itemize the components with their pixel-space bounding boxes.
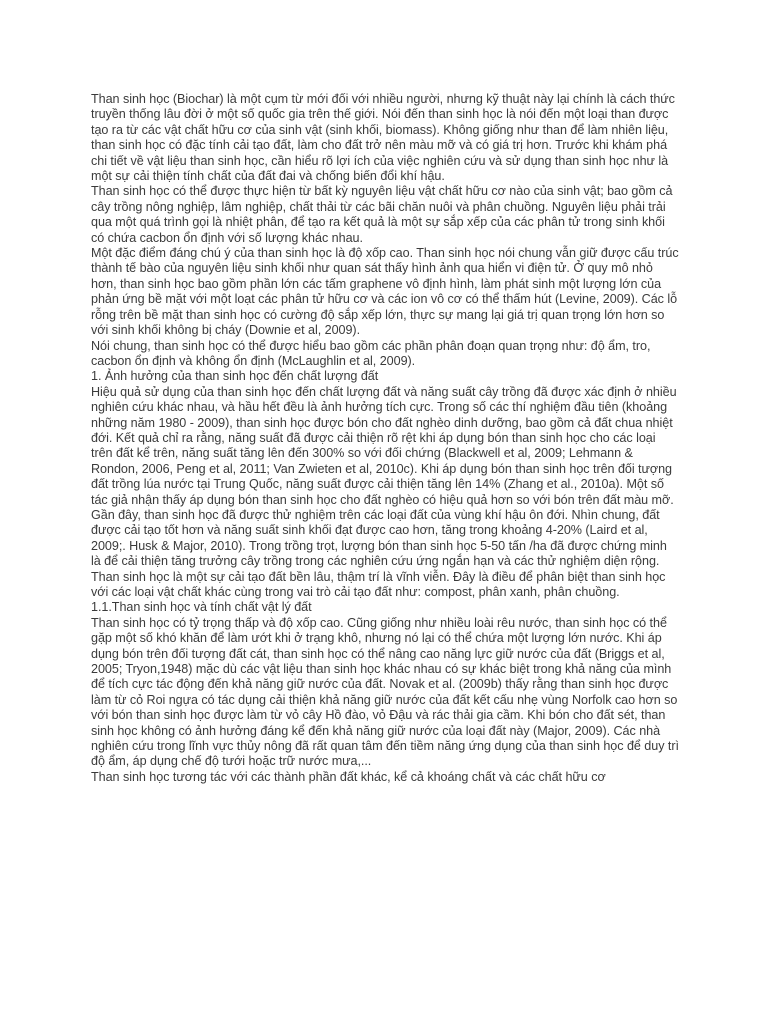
paragraph-physical-properties: Than sinh học có tỷ trọng thấp và độ xốp cao. Cũng giống như nhiều loài rêu nước, than sinh học có thể gặp một số khó khăn để làm ướt khi ở trạng khô, nhưng nó lại có thể chứa một lượng lớn nước. Khi áp dụng bón trên đối tượng đất cát, than sinh học có thể nâng cao năng lực giữ nước của đất (Briggs et al, 2005; Tryon,1948) mặc dù các vật liệu than sinh học khác nhau có sự khác biệt trong khả năng của mình để tích cực tác động đến khả năng giữ nước của đất. Novak et al. (2009b) thấy rằng than sinh học được làm từ cỏ Roi ngựa có tác dụng cải thiện khả năng giữ nước của đất kết cấu nhẹ vùng Norfolk cao hơn so với bón than sinh học được làm từ vỏ cây Hồ đào, vỏ Đậu và rác thải gia cầm. Khi bón cho đất sét, than sinh học không có ảnh hưởng đáng kể đến khả năng giữ nước của loại đất này (Major, 2009). Các nhà nghiên cứu trong lĩnh vực thủy nông đã rất quan tâm đến tiềm năng ứng dụng của than sinh học để duy trì độ ẩm, áp dụng chế độ tưới hoặc trữ nước mưa,... xyxy=(91,615,679,769)
document-body xyxy=(91,92,679,785)
paragraph-permanence: Than sinh học là một sự cải tạo đất bền lâu, thậm trí là vĩnh viễn. Đây là điều để phân biệt than sinh học với các loại vật chất khác cùng trong vai trò cải tạo đất như: compost, phân xanh, phân chuồng. xyxy=(91,569,666,599)
paragraph-intro: Than sinh học (Biochar) là một cụm từ mới đối với nhiều người, nhưng kỹ thuật này lại chính là cách thức truyền thống lâu đời ở một số quốc gia trên thế giới. Nói đến than sinh học là nói đến một loại than được tạo ra từ các vật chất hữu cơ của sinh vật (sinh khối, biomass). Không giống như than để làm nhiên liệu, than sinh học có đặc tính cải tạo đất, làm cho đất trở nên màu mỡ và có giá trị hơn. Trước khi khám phá chi tiết về vật liệu than sinh học, cần hiểu rõ lợi ích của việc nghiên cứu và sử dụng than sinh học như là một sự cải thiện tính chất của đất đai và chống biến đổi khí hậu. xyxy=(91,92,675,184)
section-heading-1-1: 1.1.Than sinh học và tính chất vật lý đất xyxy=(91,600,312,615)
section-heading-1: 1. Ảnh hưởng của than sinh học đến chất lượng đất xyxy=(91,369,379,384)
paragraph-interaction: Than sinh học tương tác với các thành phần đất khác, kể cả khoáng chất và các chất hữu cơ xyxy=(91,769,606,784)
paragraph-raw-materials: Than sinh học có thể được thực hiện từ bất kỳ nguyên liệu vật chất hữu cơ nào của sinh vật; bao gồm cả cây trồng nông nghiệp, lâm nghiệp, chất thải từ các bãi chăn nuôi và phân chuồng. Nguyên liệu phải trải qua một quá trình gọi là nhiệt phân, để tạo ra kết quả là một sự sắp xếp của các phân tử trong sinh khối có chứa cacbon ổn định với số lượng khác nhau. xyxy=(91,184,673,245)
paragraph-yield-effects: Hiệu quả sử dụng của than sinh học đến chất lượng đất và năng suất cây trồng đã được xác định ở nhiều nghiên cứu khác nhau, và hầu hết đều là ảnh hưởng tích cực. Trong số các thí nghiệm đầu tiên (khoảng những năm 1980 - 2009), than sinh học được bón cho đất nghèo dinh dưỡng, bao gồm cả đất chua nhiệt đới. Kết quả chỉ ra rằng, năng suất đã được cải thiện rõ rệt khi áp dụng bón than sinh học cho các loại trên đất kể trên, năng suất tăng lên đến 300% so với đối chứng (Blackwell et al, 2009; Lehmann & Rondon, 2006, Peng et al, 2011; Van Zwieten et al, 2010c). Khi áp dụng bón than sinh học trên đối tượng đất trồng lúa nước tại Trung Quốc, năng suất được cải thiện tăng lên 14% (Zhang et al., 2010a). Một số tác giả nhận thấy áp dụng bón than sinh học cho đất nghèo có hiệu quả hơn so với bón trên đất màu mỡ. xyxy=(91,384,677,507)
paragraph-components: Nói chung, than sinh học có thể được hiểu bao gồm các phần phân đoạn quan trọng như: độ ẩm, tro, cacbon ổn định và không ổn định (McLaughlin et al, 2009). xyxy=(91,338,651,368)
paragraph-porosity: Một đặc điểm đáng chú ý của than sinh học là độ xốp cao. Than sinh học nói chung vẫn giữ được cấu trúc thành tế bào của nguyên liệu sinh khối như quan sát thấy hình ảnh qua hiển vi điện tử. Ở quy mô nhỏ hơn, than sinh học bao gồm phần lớn các tấm graphene vô định hình, làm phát sinh một lượng lớn của phản ứng bề mặt với một loạt các phân tử hữu cơ và các ion vô cơ có thể thấm hút (Levine, 2009). Các lỗ rỗng trên bề mặt than sinh học có cường độ sắp xếp lớn, thực sự mang lại giá trị quan trọng lớn hơn so với sinh khối không bị cháy (Downie et al, 2009). xyxy=(91,246,679,338)
paragraph-temperate: Gần đây, than sinh học đã được thử nghiệm trên các loại đất của vùng khí hậu ôn đới. Nhìn chung, đất được cải tạo tốt hơn và năng suất sinh khối đạt được cao hơn, tăng trong khoảng 4-20% (Laird et al, 2009;. Husk & Major, 2010). Trong trồng trọt, lượng bón than sinh học 5-50 tấn /ha đã được chứng minh là để cải thiện tăng trưởng cây trồng trong các nghiên cứu ứng ngắn hạn và các thử nghiệm diện rộng. xyxy=(91,507,667,569)
